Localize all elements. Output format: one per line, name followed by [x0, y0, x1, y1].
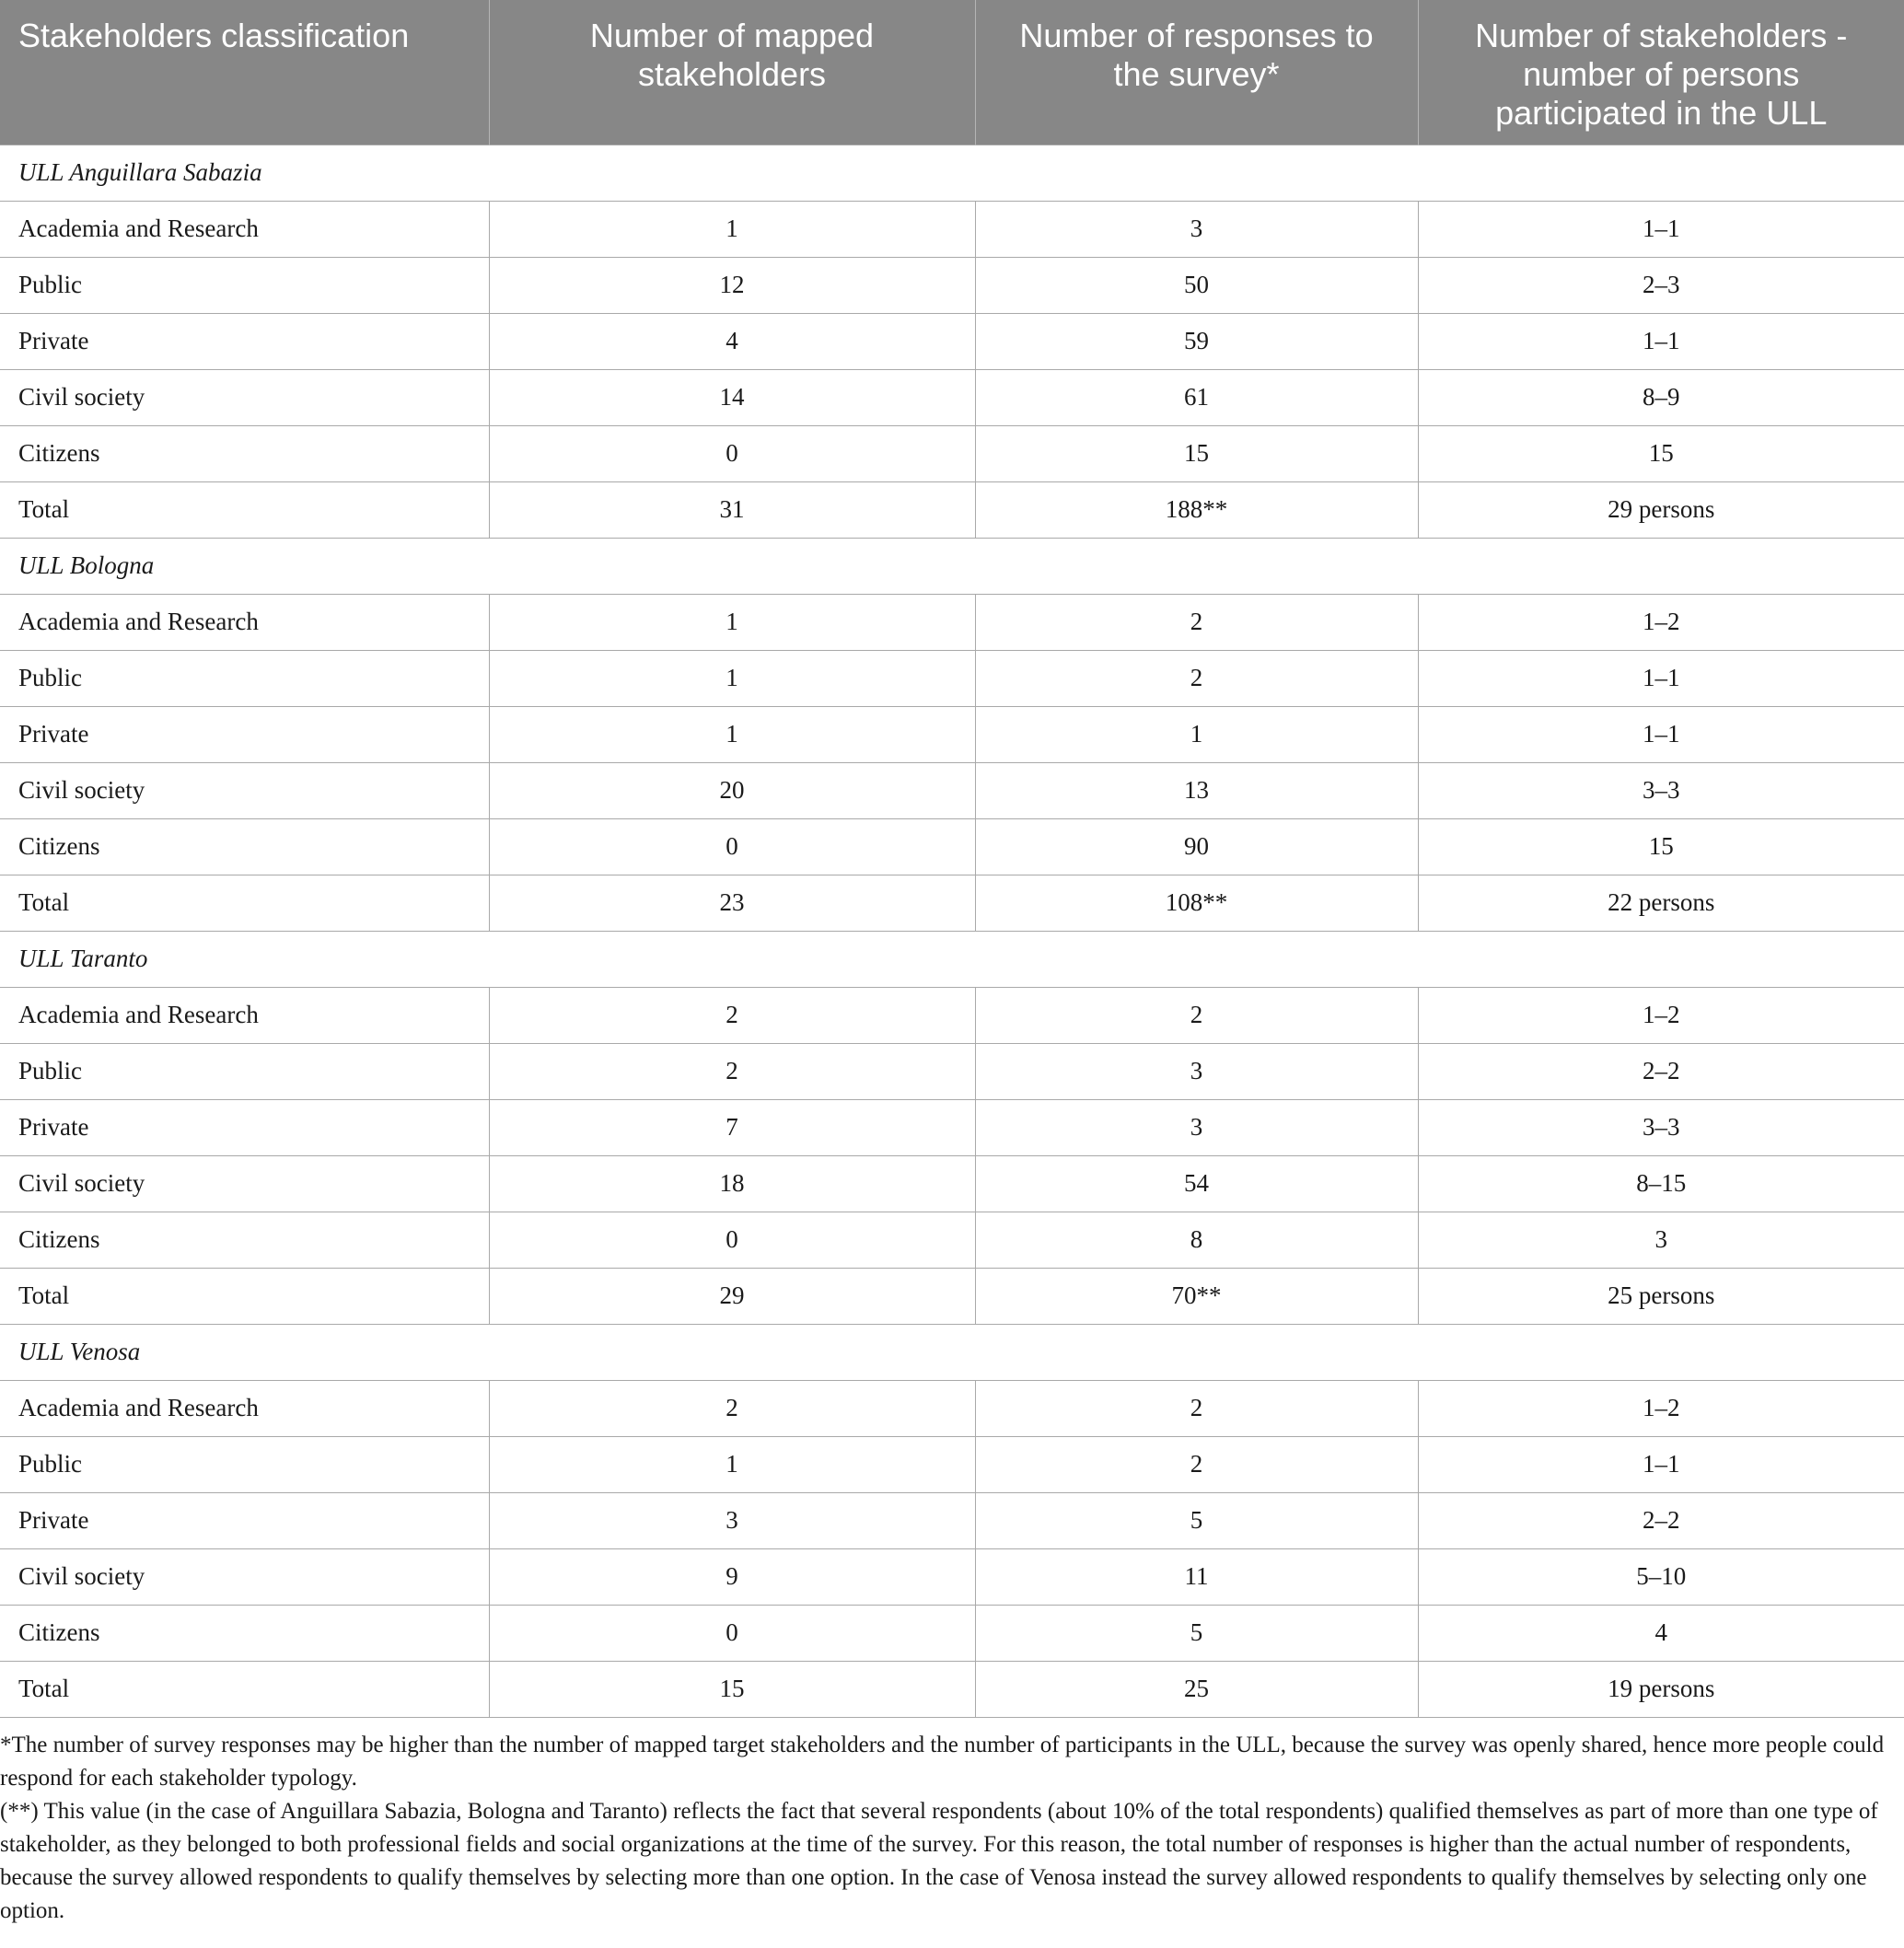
cell-survey-responses: 188** [975, 481, 1418, 538]
table-row [0, 706, 1904, 762]
cell-participants: 3–3 [1418, 762, 1904, 818]
cell-classification: Total [0, 1661, 489, 1717]
cell-mapped-stakeholders: 3 [489, 1492, 975, 1548]
cell-classification: Public [0, 650, 489, 706]
cell-mapped-stakeholders: 2 [489, 1380, 975, 1436]
group-row [0, 538, 1904, 594]
cell-mapped-stakeholders: 1 [489, 1436, 975, 1492]
cell-survey-responses: 2 [975, 650, 1418, 706]
cell-classification: Citizens [0, 1605, 489, 1661]
cell-survey-responses: 2 [975, 1436, 1418, 1492]
table-row [0, 1605, 1904, 1661]
cell-classification: Private [0, 1492, 489, 1548]
table-row [0, 818, 1904, 875]
table-row [0, 594, 1904, 650]
cell-classification: Academia and Research [0, 201, 489, 257]
cell-mapped-stakeholders: 0 [489, 1605, 975, 1661]
cell-classification: Total [0, 481, 489, 538]
cell-survey-responses: 5 [975, 1605, 1418, 1661]
cell-mapped-stakeholders: 20 [489, 762, 975, 818]
cell-participants: 1–2 [1418, 987, 1904, 1043]
cell-classification: Civil society [0, 762, 489, 818]
cell-survey-responses: 2 [975, 594, 1418, 650]
cell-survey-responses: 5 [975, 1492, 1418, 1548]
cell-mapped-stakeholders: 7 [489, 1099, 975, 1155]
cell-participants: 25 persons [1418, 1268, 1904, 1324]
cell-mapped-stakeholders: 2 [489, 987, 975, 1043]
cell-participants: 19 persons [1418, 1661, 1904, 1717]
cell-participants: 15 [1418, 425, 1904, 481]
footnote-double-asterisk: (**) This value (in the case of Anguillara Sabazia, Bologna and Taranto) reflects the fact that several respondents (about 10% of the total respondents) qualified themselves as part of more than one type of stakeholder, as they belonged to both professional fields and social organizations at the time of the survey. For this reason, the total number of responses is higher than the actual number of respondents, because the survey allowed respondents to qualify themselves by selecting more than one option. In the case of Venosa instead the survey allowed respondents to qualify themselves by selecting only one option. [0, 1798, 1878, 1923]
cell-mapped-stakeholders: 23 [489, 875, 975, 931]
cell-classification: Academia and Research [0, 1380, 489, 1436]
table-row [0, 762, 1904, 818]
table-row [0, 1212, 1904, 1268]
cell-mapped-stakeholders: 1 [489, 650, 975, 706]
cell-survey-responses: 3 [975, 201, 1418, 257]
cell-mapped-stakeholders: 0 [489, 1212, 975, 1268]
cell-survey-responses: 3 [975, 1043, 1418, 1099]
cell-survey-responses: 11 [975, 1548, 1418, 1605]
cell-mapped-stakeholders: 29 [489, 1268, 975, 1324]
cell-participants: 1–1 [1418, 313, 1904, 369]
cell-participants: 1–1 [1418, 650, 1904, 706]
cell-survey-responses: 13 [975, 762, 1418, 818]
table-row [0, 875, 1904, 931]
header-participants: Number of stakeholders -number of persons participated in the ULL [1418, 0, 1904, 145]
group-row [0, 1324, 1904, 1380]
table-row [0, 425, 1904, 481]
cell-survey-responses: 8 [975, 1212, 1418, 1268]
group-label: ULL Bologna [0, 538, 1904, 594]
cell-classification: Civil society [0, 369, 489, 425]
cell-mapped-stakeholders: 18 [489, 1155, 975, 1212]
header-survey-responses: Number of responses to the survey* [975, 0, 1418, 145]
table-row [0, 1492, 1904, 1548]
cell-survey-responses: 3 [975, 1099, 1418, 1155]
table-body [0, 145, 1904, 1717]
cell-mapped-stakeholders: 1 [489, 706, 975, 762]
cell-classification: Public [0, 1436, 489, 1492]
group-label: ULL Venosa [0, 1324, 1904, 1380]
group-label: ULL Anguillara Sabazia [0, 145, 1904, 201]
table-row [0, 1155, 1904, 1212]
table-row [0, 313, 1904, 369]
cell-survey-responses: 90 [975, 818, 1418, 875]
cell-classification: Private [0, 1099, 489, 1155]
footnote-survey-responses: *The number of survey responses may be higher than the number of mapped target stakeholders and the number of participants in the ULL, because the survey was openly shared, hence more people could respond for each stakeholder typology. [0, 1732, 1885, 1791]
table-row [0, 1436, 1904, 1492]
cell-participants: 3 [1418, 1212, 1904, 1268]
cell-classification: Citizens [0, 1212, 489, 1268]
header-stakeholders-classification: Stakeholders classification [0, 0, 489, 145]
table-footnotes [0, 1718, 1904, 1928]
table-row [0, 369, 1904, 425]
cell-participants: 4 [1418, 1605, 1904, 1661]
cell-mapped-stakeholders: 1 [489, 594, 975, 650]
cell-survey-responses: 15 [975, 425, 1418, 481]
cell-survey-responses: 2 [975, 987, 1418, 1043]
cell-participants: 1–2 [1418, 1380, 1904, 1436]
cell-survey-responses: 54 [975, 1155, 1418, 1212]
group-label: ULL Taranto [0, 931, 1904, 987]
cell-participants: 1–1 [1418, 1436, 1904, 1492]
cell-participants: 1–1 [1418, 201, 1904, 257]
table-row [0, 1548, 1904, 1605]
cell-participants: 1–2 [1418, 594, 1904, 650]
table-row [0, 987, 1904, 1043]
cell-classification: Academia and Research [0, 987, 489, 1043]
cell-survey-responses: 2 [975, 1380, 1418, 1436]
cell-mapped-stakeholders: 15 [489, 1661, 975, 1717]
cell-classification: Civil society [0, 1548, 489, 1605]
cell-classification: Total [0, 1268, 489, 1324]
cell-survey-responses: 108** [975, 875, 1418, 931]
cell-survey-responses: 70** [975, 1268, 1418, 1324]
cell-classification: Citizens [0, 818, 489, 875]
cell-mapped-stakeholders: 1 [489, 201, 975, 257]
cell-participants: 29 persons [1418, 481, 1904, 538]
cell-participants: 8–15 [1418, 1155, 1904, 1212]
cell-classification: Public [0, 257, 489, 313]
cell-classification: Citizens [0, 425, 489, 481]
group-row [0, 931, 1904, 987]
cell-survey-responses: 61 [975, 369, 1418, 425]
table-row [0, 481, 1904, 538]
cell-participants: 15 [1418, 818, 1904, 875]
cell-mapped-stakeholders: 14 [489, 369, 975, 425]
table-row [0, 201, 1904, 257]
cell-participants: 3–3 [1418, 1099, 1904, 1155]
cell-mapped-stakeholders: 12 [489, 257, 975, 313]
table-row [0, 1268, 1904, 1324]
cell-mapped-stakeholders: 0 [489, 425, 975, 481]
header-mapped-stakeholders: Number of mapped stakeholders [489, 0, 975, 145]
table-row [0, 257, 1904, 313]
cell-mapped-stakeholders: 0 [489, 818, 975, 875]
cell-survey-responses: 50 [975, 257, 1418, 313]
cell-survey-responses: 59 [975, 313, 1418, 369]
cell-survey-responses: 25 [975, 1661, 1418, 1717]
cell-participants: 2–2 [1418, 1043, 1904, 1099]
cell-participants: 2–2 [1418, 1492, 1904, 1548]
cell-mapped-stakeholders: 31 [489, 481, 975, 538]
cell-participants: 8–9 [1418, 369, 1904, 425]
cell-classification: Academia and Research [0, 594, 489, 650]
cell-participants: 22 persons [1418, 875, 1904, 931]
cell-participants: 1–1 [1418, 706, 1904, 762]
cell-classification: Private [0, 313, 489, 369]
cell-classification: Total [0, 875, 489, 931]
cell-classification: Civil society [0, 1155, 489, 1212]
cell-mapped-stakeholders: 2 [489, 1043, 975, 1099]
cell-mapped-stakeholders: 9 [489, 1548, 975, 1605]
table-row [0, 1661, 1904, 1717]
table-row [0, 1043, 1904, 1099]
table-row [0, 1380, 1904, 1436]
table-header [0, 0, 1904, 145]
cell-mapped-stakeholders: 4 [489, 313, 975, 369]
table-row [0, 650, 1904, 706]
group-row [0, 145, 1904, 201]
cell-classification: Private [0, 706, 489, 762]
header-row [0, 0, 1904, 145]
cell-participants: 5–10 [1418, 1548, 1904, 1605]
cell-participants: 2–3 [1418, 257, 1904, 313]
table-row [0, 1099, 1904, 1155]
cell-classification: Public [0, 1043, 489, 1099]
cell-survey-responses: 1 [975, 706, 1418, 762]
